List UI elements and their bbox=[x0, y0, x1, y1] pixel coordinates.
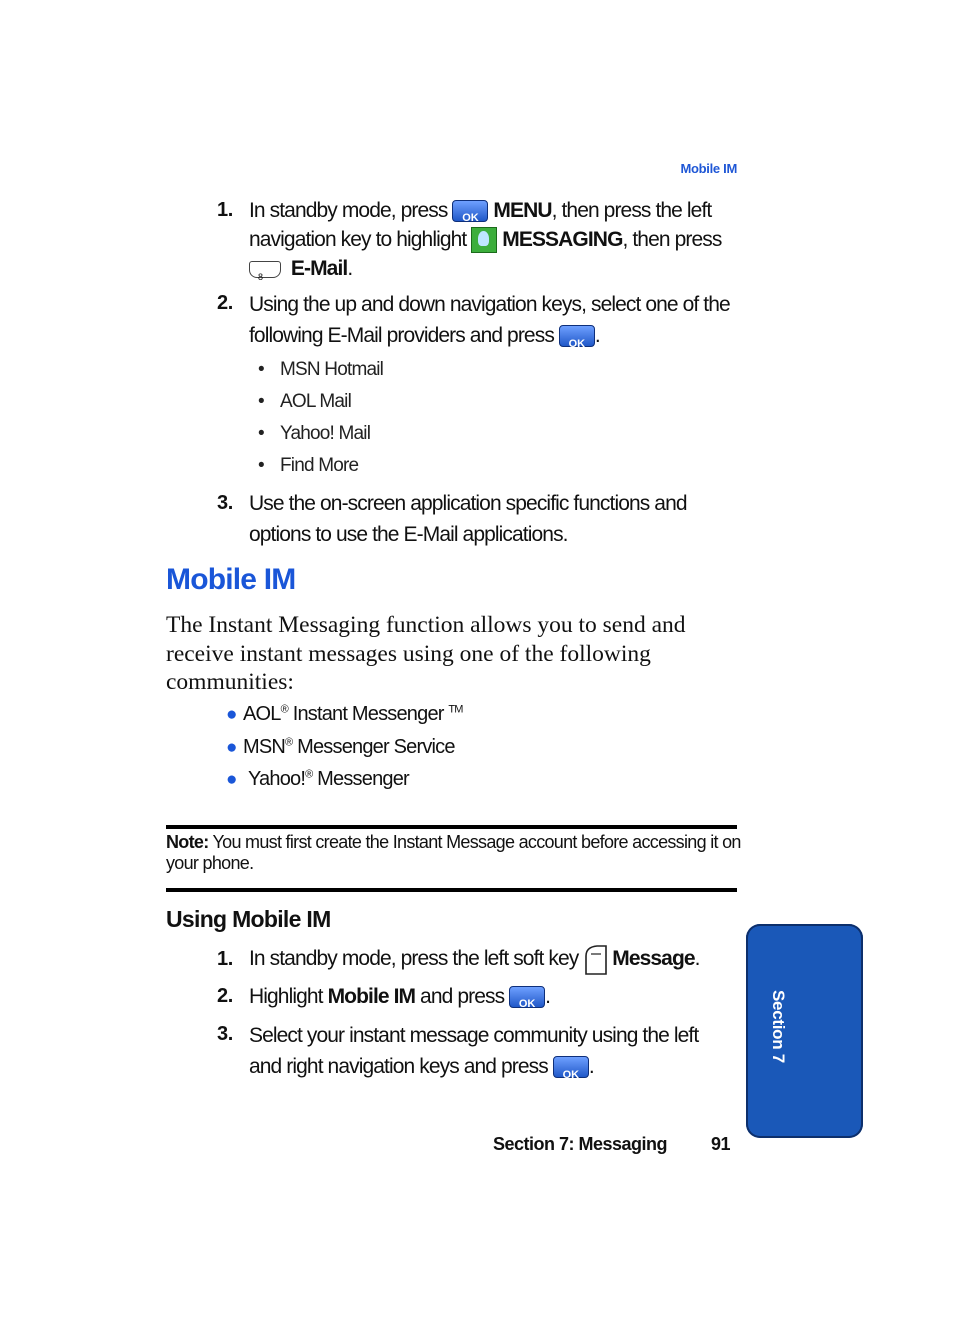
step-2-text: Using the up and down navigation keys, select one of the following E-Mail providers and press OK . bbox=[249, 293, 730, 351]
running-head: Mobile IM bbox=[680, 161, 737, 176]
key-8-icon: 8 bbox=[249, 261, 281, 278]
step-number: 1. bbox=[217, 948, 233, 970]
ok-key-icon: OK bbox=[452, 200, 488, 222]
messaging-icon bbox=[471, 227, 497, 253]
intro-paragraph: The Instant Messaging function allows you to send and receive instant messages using one of the following communities: bbox=[166, 612, 686, 695]
page-number: 91 bbox=[711, 1134, 731, 1154]
list-item: • Yahoo! Mail bbox=[258, 423, 371, 444]
divider bbox=[166, 825, 737, 829]
step-number: 2. bbox=[217, 292, 233, 314]
divider bbox=[166, 888, 737, 892]
ok-key-icon: OK bbox=[559, 325, 595, 347]
step-number: 3. bbox=[217, 492, 233, 514]
list-item: • AOL Mail bbox=[258, 391, 352, 412]
im-step-1-text: In standby mode, press the left soft key Message. bbox=[249, 944, 700, 974]
step-1-text: In standby mode, press OK MENU, then press the left navigation key to highlight MESSAGING, then press 8 E-Mail. bbox=[249, 199, 722, 282]
im-step-3-text: Select your instant message community using the left and right navigation keys and press OK . bbox=[249, 1024, 699, 1082]
im-step-2-text: Highlight Mobile IM and press OK . bbox=[249, 985, 551, 1011]
step-number: 2. bbox=[217, 985, 233, 1007]
bullet-icon: ● bbox=[226, 737, 237, 758]
left-soft-key-icon bbox=[583, 944, 607, 974]
bullet-icon: ● bbox=[226, 704, 237, 725]
step-number: 1. bbox=[217, 199, 233, 221]
section-title: Mobile IM bbox=[166, 563, 296, 596]
list-item: • MSN Hotmail bbox=[258, 359, 384, 380]
note: Note: You must first create the Instant Message account before accessing it on your phone. bbox=[166, 832, 741, 873]
list-item: ● Yahoo!® Messenger bbox=[226, 768, 409, 790]
subsection-title: Using Mobile IM bbox=[166, 906, 331, 932]
ok-key-icon: OK bbox=[553, 1056, 589, 1078]
step-number: 3. bbox=[217, 1023, 233, 1045]
bullet-icon: ● bbox=[226, 769, 237, 790]
list-item: ● AOL® Instant Messenger ™ bbox=[226, 703, 463, 725]
footer-section: Section 7: Messaging bbox=[493, 1134, 668, 1154]
section-tab-label: Section 7 bbox=[769, 990, 788, 1063]
list-item: ● MSN® Messenger Service bbox=[226, 736, 455, 758]
section-tab bbox=[746, 924, 863, 1138]
step-3-text: Use the on-screen application specific functions and options to use the E-Mail applications. bbox=[249, 492, 687, 546]
ok-key-icon: OK bbox=[509, 986, 545, 1008]
list-item: • Find More bbox=[258, 455, 359, 476]
